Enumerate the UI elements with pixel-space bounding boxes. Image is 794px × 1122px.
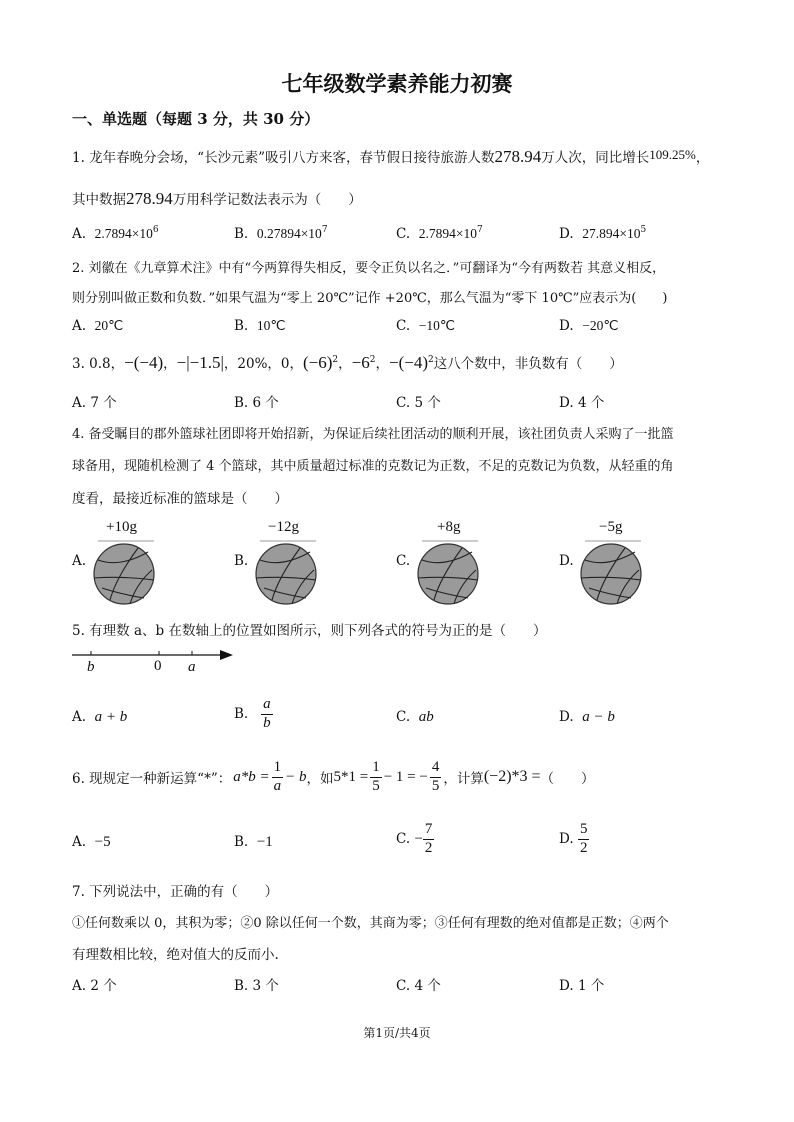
basketball-c-icon: [414, 538, 484, 608]
q3-term-5: −6: [351, 353, 370, 372]
option-exponent: 7: [321, 225, 328, 235]
question-2-line-2: 则分别叫做正数和负数．”如果气温为“零上 20℃”记作 +20℃，那么气温为“零下 10℃”应表示为( ): [72, 291, 668, 306]
q2-option-d[interactable]: [559, 318, 619, 334]
option-label: A.: [72, 978, 87, 994]
q4-mass-b: −12g: [268, 519, 299, 535]
option-value: 20℃: [94, 318, 124, 333]
question-1-line-1: [72, 146, 709, 167]
q1-text-b: 万人次，同比增长: [541, 150, 650, 166]
option-value: 4 个: [414, 978, 441, 994]
q3-exp-4: 2: [332, 355, 339, 365]
option-label: D.: [559, 395, 574, 411]
option-value: 2 个: [90, 978, 117, 994]
question-4-line-3: 度看，最接近标准的篮球是（ ）: [72, 491, 288, 507]
q1-option-c[interactable]: [396, 226, 483, 242]
basketball-a-icon: [90, 538, 160, 608]
q1-number-2: 278.94: [126, 189, 173, 208]
fraction-numerator: 1: [272, 760, 284, 778]
option-label: A.: [72, 709, 87, 725]
option-value: 4 个: [577, 395, 605, 411]
q4-option-a-label[interactable]: A.: [72, 553, 87, 569]
q6-option-d-fraction: [578, 822, 590, 857]
q6-def-tail: − b: [285, 768, 307, 785]
question-2-line-1: 2. 刘徽在《九章算术注》中有“今两算得失相反，要令正负以名之．”可翻译为“今有两数若 其意义相反，: [72, 261, 666, 276]
option-label: C.: [396, 709, 411, 725]
q6-option-d[interactable]: [559, 822, 589, 857]
option-exponent: 5: [640, 225, 647, 235]
option-value: 2.7894×10: [418, 226, 477, 241]
q5-option-b[interactable]: [234, 697, 273, 732]
q5-option-c[interactable]: [396, 709, 434, 726]
q4-mass-d: −5g: [599, 519, 623, 535]
question-4-line-2: 球备用，现随机检测了 4 个篮球，其中质量超过标准的克数记为正数，不足的克数记为负数，从轻重的角: [72, 459, 674, 474]
fraction-numerator: 4: [430, 760, 442, 778]
option-label: D.: [559, 831, 574, 848]
q3-option-c[interactable]: [396, 391, 441, 411]
q6-suffix: （ ）: [540, 771, 595, 788]
q6-example-fraction-1: [370, 760, 382, 795]
q3-term-3: ，20%，0，: [223, 356, 303, 372]
q6-mid: ，如: [306, 771, 334, 788]
q6-option-b[interactable]: [234, 834, 273, 851]
q4-option-b-label[interactable]: B.: [234, 553, 249, 569]
question-1-line-2: [72, 188, 362, 209]
option-value: 2.7894×10: [94, 226, 153, 241]
option-label: B.: [234, 705, 249, 722]
q3-option-a[interactable]: [72, 391, 117, 411]
axis-label-a: a: [188, 659, 196, 675]
option-label: C.: [396, 978, 411, 994]
q6-calc-prefix: ，计算: [443, 771, 484, 788]
q6-example-fraction-2: [430, 760, 442, 795]
q3-exp-5: 2: [369, 355, 376, 365]
q2-option-c[interactable]: [396, 318, 455, 334]
option-label: D.: [559, 978, 574, 994]
q3-term-1: −(−4): [124, 353, 164, 372]
q6-option-a[interactable]: [72, 834, 111, 851]
question-7-line-1: 7. 下列说法中，正确的有（ ）: [72, 884, 279, 900]
option-label: A.: [72, 834, 87, 850]
option-label: C.: [396, 318, 411, 334]
q6-option-c-fraction: [423, 822, 435, 857]
q6-prefix: 6. 现规定一种新运算“*”：: [72, 771, 232, 788]
q5-option-d[interactable]: [559, 709, 615, 726]
option-label: C.: [396, 226, 411, 242]
fraction-denominator: b: [263, 714, 271, 731]
option-value: −20℃: [582, 318, 619, 333]
option-label: D.: [559, 709, 574, 725]
question-7-line-3: 有理数相比较，绝对值大的反而小.: [72, 947, 279, 963]
option-value: a + b: [94, 709, 128, 725]
option-label: B.: [234, 395, 249, 411]
fraction-numerator: 5: [578, 822, 590, 840]
option-value: 5 个: [414, 395, 441, 411]
fraction-numerator: a: [263, 696, 271, 712]
axis-label-b: b: [87, 659, 95, 675]
q4-mass-c: +8g: [437, 519, 461, 535]
option-label: D.: [559, 318, 574, 334]
question-5: 5. 有理数 a、b 在数轴上的位置如图所示，则下列各式的符号为正的是（ ）: [72, 623, 547, 639]
option-value: 1 个: [577, 978, 605, 994]
option-label: C.: [396, 395, 411, 411]
q1-number: 278.94: [494, 147, 542, 166]
q3-term-6: −(−4): [388, 353, 428, 372]
q6-def-fraction: [272, 760, 284, 795]
question-7-line-2: ①任何数乘以 0，其积为零；②0 除以任何一个数，其商为零；③任何有理数的绝对值都是正数；④两个: [72, 916, 669, 931]
question-4-line-1: 4. 备受瞩目的郡外篮球社团即将开始招新，为保证后续社团活动的顺利开展，该社团负责人采购了一批篮: [72, 427, 674, 442]
q7-option-d[interactable]: [559, 974, 604, 994]
q4-option-c-label[interactable]: C.: [396, 553, 411, 569]
option-value: 3 个: [252, 978, 279, 994]
q6-def-lhs: a*b =: [233, 768, 270, 785]
option-value: 7 个: [90, 395, 117, 411]
option-value: 27.894×10: [582, 226, 641, 241]
option-value: ab: [418, 709, 434, 725]
axis-label-zero: 0: [154, 658, 162, 674]
option-exponent: 7: [476, 225, 483, 235]
q7-option-a[interactable]: [72, 974, 117, 994]
fraction-denominator: a: [273, 777, 282, 794]
q3-exp-6: 2: [427, 355, 434, 365]
q5-option-b-fraction: [261, 697, 273, 732]
q6-option-c[interactable]: [396, 822, 434, 857]
q1-option-d[interactable]: [559, 226, 646, 242]
basketball-b-icon: [252, 538, 322, 608]
option-value: 6 个: [252, 395, 279, 411]
option-label: B.: [234, 834, 249, 850]
fraction-numerator: 1: [370, 760, 382, 778]
page-footer: 第1页/共4页: [363, 1026, 431, 1040]
option-value: 10℃: [256, 318, 286, 333]
option-value: −10℃: [418, 318, 456, 333]
option-label: A.: [72, 395, 87, 411]
q7-option-b[interactable]: [234, 974, 279, 994]
fraction-denominator: 2: [424, 839, 433, 856]
option-label: B.: [234, 226, 249, 242]
q4-mass-a: +10g: [106, 519, 137, 535]
q6-example-lhs: 5*1 =: [333, 768, 369, 785]
q1-text-e: 万用科学记数法表示为（ ）: [172, 192, 362, 208]
q1-text-a: 1. 龙年春晚分会场，“长沙元素”吸引八方来客，春节假日接待旅游人数: [72, 150, 495, 166]
option-value: a − b: [582, 709, 615, 725]
q3-term-2: −|−1.5|: [176, 353, 224, 372]
q1-percent: 109.25%: [649, 147, 696, 162]
basketball-d-icon: [577, 538, 647, 608]
q6-calc: (−2)*3 =: [483, 768, 541, 786]
q2-option-b[interactable]: [234, 318, 285, 334]
q6-example-mid: − 1 = −: [383, 768, 428, 785]
option-value: −1: [256, 834, 273, 850]
option-label: A.: [72, 226, 87, 242]
q1-text-c: ，: [695, 150, 710, 166]
q2-option-a[interactable]: [72, 318, 123, 334]
q4-option-d-label[interactable]: D.: [559, 553, 574, 569]
q1-text-d: 其中数据: [72, 192, 126, 208]
option-exponent: 6: [152, 225, 159, 235]
question-3: 3. 0.8，−(−4)，−|−1.5|，20%，0，$(-6)^2$，$-6^2$，$-(-4)^2$这八个数中，非负数有（ ）: [72, 353, 623, 372]
fraction-denominator: 5: [372, 777, 380, 794]
fraction-numerator: 7: [423, 822, 435, 840]
section-heading: 一、单选题（每题 3 分，共 30 分）: [72, 110, 320, 128]
option-label: A.: [72, 318, 87, 334]
q1-option-a[interactable]: [72, 226, 159, 242]
option-label: B.: [234, 318, 249, 334]
option-value: 0.27894×10: [256, 226, 322, 241]
option-label: D.: [559, 226, 574, 242]
q3-term-4: (−6): [303, 353, 333, 372]
q3-option-b[interactable]: [234, 391, 279, 411]
q3-prefix: 3. 0.8，: [72, 356, 125, 372]
option-sign: −: [414, 830, 423, 847]
q7-option-c[interactable]: [396, 974, 441, 994]
q3-suffix: 这八个数中，非负数有（ ）: [433, 356, 623, 372]
page-title: 七年级数学素养能力初赛: [281, 71, 513, 96]
fraction-denominator: 5: [431, 777, 440, 794]
q5-option-a[interactable]: [72, 709, 127, 726]
option-label: B.: [234, 978, 249, 994]
option-value: −5: [94, 834, 111, 850]
question-6: [72, 760, 595, 795]
q3-option-d[interactable]: [559, 391, 604, 411]
q1-option-b[interactable]: [234, 226, 328, 242]
fraction-denominator: 2: [579, 839, 588, 856]
option-label: C.: [396, 831, 411, 848]
